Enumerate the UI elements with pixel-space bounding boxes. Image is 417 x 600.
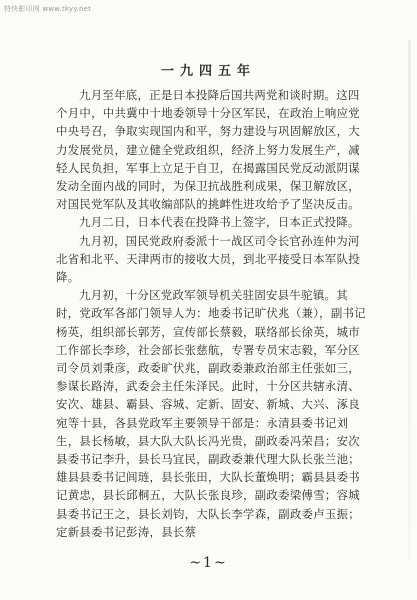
paragraph: 九月至年底，正是日本投降后国共两党和谈时期。这四个月中，中共冀中十地委领导十分区军民，在政治上响应党中央号召，争取实现国内和平，努力建设与巩固解放区，大力发展党员，建立健全党政组织，经济上努力发展生产，减轻人民负担，军事上立足于自卫，在揭露国民党反动派阴谋发动全面内战的同时，为保卫抗战胜利成果，保卫解放区，对国民党军队及其收编部队的挑衅性进攻给予了坚决反击。 xyxy=(56,88,360,212)
page-number: ~1~ xyxy=(189,555,228,571)
body-text xyxy=(56,86,370,541)
watermark: 特快影印网 www.tkyy.net xyxy=(4,5,92,13)
paragraph: 九月二日，日本代表在投降书上签字，日本正式投降。 xyxy=(79,215,360,230)
paragraph: 九月初，十分区党政军领导机关驻固安县牛驼镇。其时，党政军各部门领导人为：地委书记旷伏兆（兼），副书记杨英，组织部长郭芳，宣传部长蔡毅，联络部长徐英，城市工作部长李珍，社会部长张慈航，专署专员宋志毅，军分区司令员刘秉彦，政委旷伏兆，副政委兼政治部主任张如三，参谋长路涛，武委会主任朱泽民。此时，十分区共辖永清、安次、雄县、霸县、容城、定新、固安、新城、大兴、涿良宛等十县，各县党政军主要领导干部是：永清县委书记刘生，县长杨敏，县大队大队长冯光贵，副政委冯荣昌；安次县委书记李升，县长马宜民，副政委兼代理大队长张兰池；雄县县委书记闾琏，县长张田，大队长董焕明；霸县县委书记黄忠，县长邱桐五，大队长张良珍，副政委梁傅雪；容城县委书记王之，县长刘钧，大队长李学森，副政委卢玉振；定新县委书记彭涛，县长蔡 xyxy=(56,288,366,539)
paragraph: 九月初，国民党政府委派十一战区司令长官孙连仲为河北省和北平、天津两市的接收大员，到北平接受日本军队投降。 xyxy=(56,233,360,285)
scan-edge-shadow xyxy=(408,40,411,560)
page-title: 一九四五年 xyxy=(160,64,256,79)
